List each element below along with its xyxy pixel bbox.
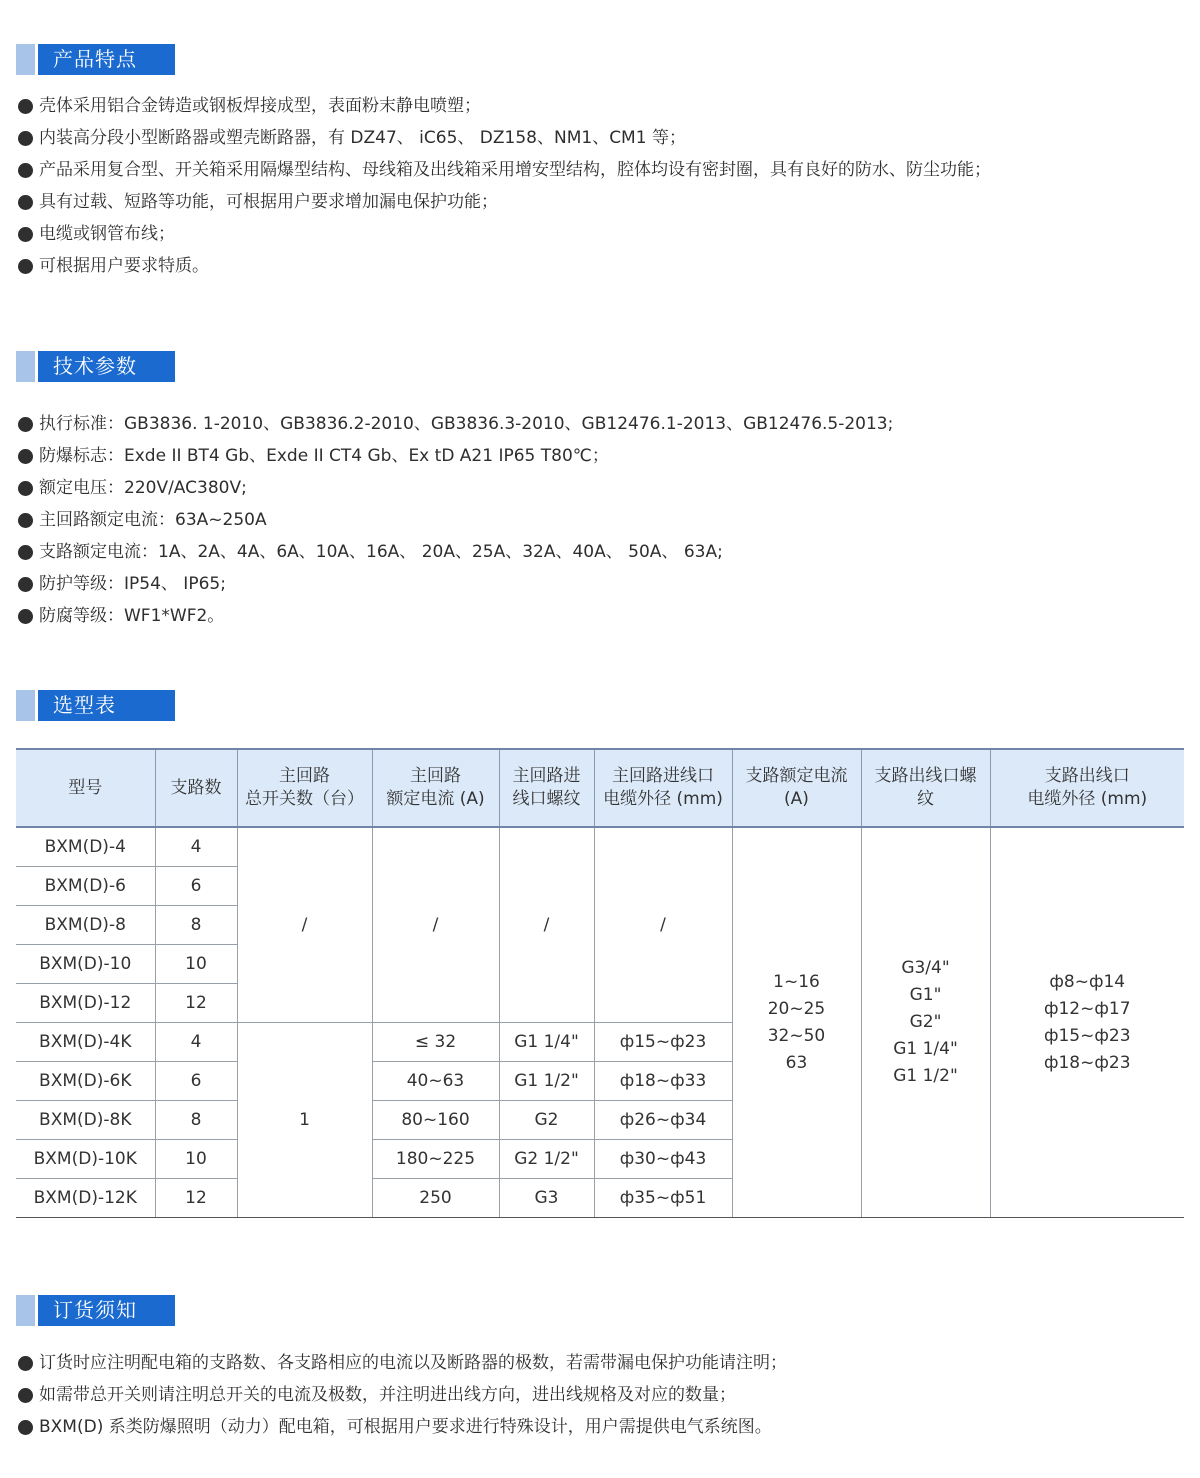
section-title-ordering <box>16 1295 175 1326</box>
cell-model: BXM(D)-12K <box>16 1179 155 1218</box>
cell-model: BXM(D)-10K <box>16 1140 155 1179</box>
table-header-row <box>16 749 1184 827</box>
list-item: 产品采用复合型、开关箱采用隔爆型结构、母线箱及出线箱采用增安型结构，腔体均设有密封圈，具有良好的防水、防尘功能； <box>18 154 991 186</box>
list-item: 具有过载、短路等功能，可根据用户要求增加漏电保护功能； <box>18 186 991 218</box>
header-branches: 支路数 <box>155 749 237 827</box>
bullet-icon <box>18 417 33 432</box>
bullet-icon <box>18 99 33 114</box>
header-branch-thread: 支路出线口螺 纹 <box>861 749 990 827</box>
cell-model: BXM(D)-6K <box>16 1062 155 1101</box>
table-row <box>16 827 1184 867</box>
bullet-icon <box>18 1388 33 1403</box>
bullet-icon <box>18 227 33 242</box>
header-main-switch: 主回路 总开关数（台） <box>237 749 372 827</box>
cell-main-switch-slash: / <box>237 827 372 1023</box>
header-model: 型号 <box>16 749 155 827</box>
cell-main-thread: G1 1/2" <box>499 1062 594 1101</box>
bullet-icon <box>18 163 33 178</box>
cell-main-thread: G2 <box>499 1101 594 1140</box>
title-accent-bar <box>16 44 35 75</box>
section-title-label: 产品特点 <box>53 47 137 71</box>
list-item: 支路额定电流：1A、2A、4A、6A、10A、16A、 20A、25A、32A、40A、 50A、 63A; <box>18 536 893 568</box>
cell-branches: 12 <box>155 984 237 1023</box>
cell-main-current: 180~225 <box>372 1140 499 1179</box>
cell-branches: 6 <box>155 867 237 906</box>
cell-model: BXM(D)-4K <box>16 1023 155 1062</box>
section-title-tech <box>16 351 175 382</box>
list-item: 额定电压：220V/AC380V; <box>18 472 893 504</box>
bullet-icon <box>18 195 33 210</box>
cell-model: BXM(D)-12 <box>16 984 155 1023</box>
cell-main-switch-count: 1 <box>237 1023 372 1218</box>
header-main-current: 主回路 额定电流 (A) <box>372 749 499 827</box>
cell-main-cable: ф35~ф51 <box>594 1179 732 1218</box>
cell-main-cable: ф15~ф23 <box>594 1023 732 1062</box>
cell-main-thread-slash: / <box>499 827 594 1023</box>
list-item: 订货时应注明配电箱的支路数、各支路相应的电流以及断路器的极数，若需带漏电保护功能请注明； <box>18 1347 787 1379</box>
cell-main-current: ≤ 32 <box>372 1023 499 1062</box>
selection-table <box>16 748 1184 1218</box>
cell-main-current: 250 <box>372 1179 499 1218</box>
bullet-icon <box>18 513 33 528</box>
list-item: 防腐等级：WF1*WF2。 <box>18 600 893 632</box>
bullet-icon <box>18 545 33 560</box>
bullet-icon <box>18 1356 33 1371</box>
section-title-label: 技术参数 <box>53 354 137 378</box>
title-accent-bar <box>16 351 35 382</box>
cell-main-current-slash: / <box>372 827 499 1023</box>
cell-branches: 10 <box>155 1140 237 1179</box>
header-branch-cable: 支路出线口 电缆外径 (mm) <box>990 749 1184 827</box>
section-title-features <box>16 44 175 75</box>
features-list <box>18 90 991 282</box>
section-title-label: 订货须知 <box>53 1298 137 1322</box>
list-item: 如需带总开关则请注明总开关的电流及极数，并注明进出线方向，进出线规格及对应的数量； <box>18 1379 787 1411</box>
cell-branches: 4 <box>155 827 237 867</box>
cell-main-cable-slash: / <box>594 827 732 1023</box>
cell-branch-thread: G3/4" G1" G2" G1 1/4" G1 1/2" <box>861 827 990 1218</box>
list-item: 壳体采用铝合金铸造或钢板焊接成型，表面粉末静电喷塑； <box>18 90 991 122</box>
list-item: 内装高分段小型断路器或塑壳断路器，有 DZ47、 iC65、 DZ158、NM1、CM1 等； <box>18 122 991 154</box>
list-item: 电缆或钢管布线； <box>18 218 991 250</box>
section-title-selection <box>16 690 175 721</box>
cell-main-current: 80~160 <box>372 1101 499 1140</box>
title-accent-bar <box>16 1295 35 1326</box>
ordering-list <box>18 1347 787 1443</box>
header-main-thread: 主回路进 线口螺纹 <box>499 749 594 827</box>
cell-main-thread: G1 1/4" <box>499 1023 594 1062</box>
bullet-icon <box>18 449 33 464</box>
list-item: 执行标准：GB3836. 1-2010、GB3836.2-2010、GB3836.3-2010、GB12476.1-2013、GB12476.5-2013; <box>18 408 893 440</box>
cell-branch-current: 1~16 20~25 32~50 63 <box>732 827 861 1218</box>
cell-branches: 8 <box>155 906 237 945</box>
cell-main-current: 40~63 <box>372 1062 499 1101</box>
tech-list <box>18 408 893 632</box>
list-item: 防爆标志：Exde II BT4 Gb、Exde II CT4 Gb、Ex tD A21 IP65 T80℃； <box>18 440 893 472</box>
cell-main-cable: ф30~ф43 <box>594 1140 732 1179</box>
title-accent-bar <box>16 690 35 721</box>
bullet-icon <box>18 481 33 496</box>
list-item: BXM(D) 系类防爆照明（动力）配电箱，可根据用户要求进行特殊设计，用户需提供电气系统图。 <box>18 1411 787 1443</box>
bullet-icon <box>18 577 33 592</box>
cell-main-cable: ф26~ф34 <box>594 1101 732 1140</box>
header-branch-current: 支路额定电流 (A) <box>732 749 861 827</box>
cell-main-thread: G2 1/2" <box>499 1140 594 1179</box>
section-title-label: 选型表 <box>53 693 116 717</box>
header-main-cable: 主回路进线口 电缆外径 (mm) <box>594 749 732 827</box>
bullet-icon <box>18 131 33 146</box>
cell-model: BXM(D)-10 <box>16 945 155 984</box>
cell-branches: 8 <box>155 1101 237 1140</box>
cell-model: BXM(D)-4 <box>16 827 155 867</box>
cell-branches: 10 <box>155 945 237 984</box>
list-item: 防护等级：IP54、 IP65; <box>18 568 893 600</box>
cell-model: BXM(D)-8K <box>16 1101 155 1140</box>
cell-main-cable: ф18~ф33 <box>594 1062 732 1101</box>
cell-branch-cable: ф8~ф14 ф12~ф17 ф15~ф23 ф18~ф23 <box>990 827 1184 1218</box>
cell-branches: 6 <box>155 1062 237 1101</box>
list-item: 可根据用户要求特质。 <box>18 250 991 282</box>
cell-main-thread: G3 <box>499 1179 594 1218</box>
bullet-icon <box>18 1420 33 1435</box>
bullet-icon <box>18 609 33 624</box>
list-item: 主回路额定电流：63A~250A <box>18 504 893 536</box>
cell-branches: 4 <box>155 1023 237 1062</box>
cell-model: BXM(D)-8 <box>16 906 155 945</box>
cell-branches: 12 <box>155 1179 237 1218</box>
cell-model: BXM(D)-6 <box>16 867 155 906</box>
bullet-icon <box>18 259 33 274</box>
